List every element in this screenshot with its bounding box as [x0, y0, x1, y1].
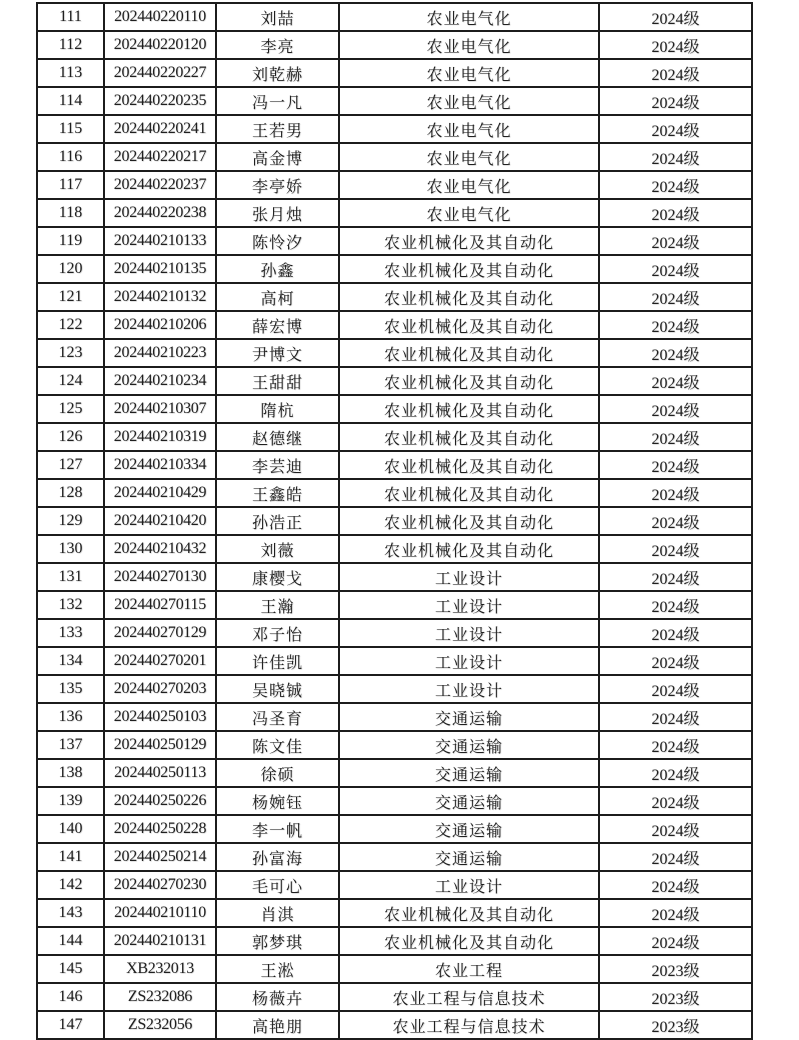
student-id-cell: 202440220237	[104, 171, 216, 199]
grade-cell: 2024级	[599, 591, 752, 619]
row-number-cell: 119	[37, 227, 104, 255]
row-number-cell: 131	[37, 563, 104, 591]
student-id-cell: 202440210234	[104, 367, 216, 395]
student-name-cell: 隋杭	[216, 395, 339, 423]
grade-cell: 2024级	[599, 87, 752, 115]
row-number-cell: 113	[37, 59, 104, 87]
student-id-cell: 202440210131	[104, 927, 216, 955]
student-name-cell: 王瀚	[216, 591, 339, 619]
row-number-cell: 145	[37, 955, 104, 983]
grade-cell: 2024级	[599, 507, 752, 535]
grade-cell: 2024级	[599, 927, 752, 955]
major-cell: 工业设计	[339, 591, 599, 619]
student-id-cell: 202440250214	[104, 843, 216, 871]
student-id-cell: 202440220110	[104, 3, 216, 31]
table-row	[37, 927, 752, 955]
grade-cell: 2024级	[599, 479, 752, 507]
student-id-cell: 202440210432	[104, 535, 216, 563]
student-id-cell: 202440210110	[104, 899, 216, 927]
student-name-cell: 徐硕	[216, 759, 339, 787]
grade-cell: 2023级	[599, 955, 752, 983]
table-row	[37, 815, 752, 843]
grade-cell: 2024级	[599, 31, 752, 59]
major-cell: 农业电气化	[339, 143, 599, 171]
student-name-cell: 毛可心	[216, 871, 339, 899]
major-cell: 农业电气化	[339, 199, 599, 227]
student-id-cell: 202440220235	[104, 87, 216, 115]
table-row	[37, 703, 752, 731]
row-number-cell: 135	[37, 675, 104, 703]
grade-cell: 2024级	[599, 535, 752, 563]
row-number-cell: 114	[37, 87, 104, 115]
grade-cell: 2024级	[599, 199, 752, 227]
major-cell: 工业设计	[339, 647, 599, 675]
student-id-cell: 202440250113	[104, 759, 216, 787]
table-row	[37, 283, 752, 311]
major-cell: 农业机械化及其自动化	[339, 311, 599, 339]
row-number-cell: 123	[37, 339, 104, 367]
grade-cell: 2024级	[599, 787, 752, 815]
student-name-cell: 肖淇	[216, 899, 339, 927]
grade-cell: 2024级	[599, 59, 752, 87]
table-row	[37, 339, 752, 367]
row-number-cell: 132	[37, 591, 104, 619]
row-number-cell: 111	[37, 3, 104, 31]
student-id-cell: 202440250129	[104, 731, 216, 759]
student-id-cell: 202440210307	[104, 395, 216, 423]
student-id-cell: 202440270115	[104, 591, 216, 619]
row-number-cell: 128	[37, 479, 104, 507]
student-id-cell: ZS232086	[104, 983, 216, 1011]
grade-cell: 2024级	[599, 731, 752, 759]
student-id-cell: 202440210223	[104, 339, 216, 367]
grade-cell: 2023级	[599, 1011, 752, 1039]
row-number-cell: 138	[37, 759, 104, 787]
student-name-cell: 薛宏博	[216, 311, 339, 339]
row-number-cell: 125	[37, 395, 104, 423]
row-number-cell: 122	[37, 311, 104, 339]
major-cell: 农业机械化及其自动化	[339, 479, 599, 507]
student-id-cell: 202440210429	[104, 479, 216, 507]
student-name-cell: 杨婉钰	[216, 787, 339, 815]
row-number-cell: 136	[37, 703, 104, 731]
row-number-cell: 112	[37, 31, 104, 59]
student-id-cell: 202440220227	[104, 59, 216, 87]
table-row	[37, 591, 752, 619]
table-row	[37, 255, 752, 283]
grade-cell: 2024级	[599, 871, 752, 899]
student-id-cell: 202440210206	[104, 311, 216, 339]
student-name-cell: 陈怜汐	[216, 227, 339, 255]
student-name-cell: 吴晓铖	[216, 675, 339, 703]
table-row	[37, 619, 752, 647]
row-number-cell: 139	[37, 787, 104, 815]
major-cell: 农业机械化及其自动化	[339, 927, 599, 955]
student-name-cell: 郭梦琪	[216, 927, 339, 955]
major-cell: 农业机械化及其自动化	[339, 283, 599, 311]
table-row	[37, 395, 752, 423]
table-row	[37, 535, 752, 563]
student-name-cell: 陈文佳	[216, 731, 339, 759]
table-row	[37, 59, 752, 87]
table-row	[37, 199, 752, 227]
major-cell: 交通运输	[339, 731, 599, 759]
table-row	[37, 143, 752, 171]
grade-cell: 2024级	[599, 563, 752, 591]
major-cell: 农业工程与信息技术	[339, 1011, 599, 1039]
major-cell: 交通运输	[339, 843, 599, 871]
student-id-cell: 202440220120	[104, 31, 216, 59]
student-id-cell: 202440210133	[104, 227, 216, 255]
table-row	[37, 479, 752, 507]
grade-cell: 2024级	[599, 675, 752, 703]
row-number-cell: 141	[37, 843, 104, 871]
row-number-cell: 140	[37, 815, 104, 843]
student-name-cell: 康樱戈	[216, 563, 339, 591]
student-id-cell: 202440210135	[104, 255, 216, 283]
major-cell: 农业电气化	[339, 59, 599, 87]
grade-cell: 2024级	[599, 115, 752, 143]
table-row	[37, 367, 752, 395]
grade-cell: 2024级	[599, 255, 752, 283]
row-number-cell: 121	[37, 283, 104, 311]
row-number-cell: 129	[37, 507, 104, 535]
student-name-cell: 高艳朋	[216, 1011, 339, 1039]
major-cell: 农业机械化及其自动化	[339, 395, 599, 423]
student-id-cell: 202440210319	[104, 423, 216, 451]
grade-cell: 2024级	[599, 451, 752, 479]
student-id-cell: 202440210334	[104, 451, 216, 479]
grade-cell: 2024级	[599, 759, 752, 787]
major-cell: 工业设计	[339, 871, 599, 899]
major-cell: 工业设计	[339, 619, 599, 647]
table-row	[37, 87, 752, 115]
table-row	[37, 507, 752, 535]
row-number-cell: 146	[37, 983, 104, 1011]
major-cell: 农业机械化及其自动化	[339, 423, 599, 451]
table-row	[37, 563, 752, 591]
row-number-cell: 117	[37, 171, 104, 199]
row-number-cell: 116	[37, 143, 104, 171]
table-body	[37, 3, 752, 1039]
student-name-cell: 许佳凯	[216, 647, 339, 675]
grade-cell: 2024级	[599, 143, 752, 171]
student-name-cell: 王甜甜	[216, 367, 339, 395]
student-name-cell: 尹博文	[216, 339, 339, 367]
student-name-cell: 孙鑫	[216, 255, 339, 283]
major-cell: 交通运输	[339, 703, 599, 731]
student-name-cell: 李芸迪	[216, 451, 339, 479]
student-table	[36, 2, 753, 1040]
grade-cell: 2024级	[599, 339, 752, 367]
table-row	[37, 843, 752, 871]
table-row	[37, 311, 752, 339]
student-name-cell: 刘薇	[216, 535, 339, 563]
table-row	[37, 955, 752, 983]
student-id-cell: 202440220217	[104, 143, 216, 171]
student-name-cell: 冯一凡	[216, 87, 339, 115]
student-id-cell: 202440270203	[104, 675, 216, 703]
grade-cell: 2024级	[599, 703, 752, 731]
student-id-cell: 202440210132	[104, 283, 216, 311]
student-id-cell: ZS232056	[104, 1011, 216, 1039]
student-name-cell: 冯圣育	[216, 703, 339, 731]
grade-cell: 2024级	[599, 311, 752, 339]
student-name-cell: 孙浩正	[216, 507, 339, 535]
row-number-cell: 143	[37, 899, 104, 927]
student-id-cell: 202440250226	[104, 787, 216, 815]
table-row	[37, 3, 752, 31]
student-name-cell: 刘乾赫	[216, 59, 339, 87]
student-id-cell: 202440220238	[104, 199, 216, 227]
student-id-cell: 202440250228	[104, 815, 216, 843]
student-id-cell: 202440250103	[104, 703, 216, 731]
student-name-cell: 李一帆	[216, 815, 339, 843]
major-cell: 工业设计	[339, 563, 599, 591]
student-name-cell: 张月烛	[216, 199, 339, 227]
table-row	[37, 983, 752, 1011]
student-id-cell: 202440270201	[104, 647, 216, 675]
row-number-cell: 127	[37, 451, 104, 479]
table-row	[37, 675, 752, 703]
table-row	[37, 899, 752, 927]
student-name-cell: 高金博	[216, 143, 339, 171]
student-name-cell: 王淞	[216, 955, 339, 983]
major-cell: 农业工程	[339, 955, 599, 983]
row-number-cell: 130	[37, 535, 104, 563]
table-row	[37, 31, 752, 59]
student-name-cell: 高柯	[216, 283, 339, 311]
student-name-cell: 王若男	[216, 115, 339, 143]
major-cell: 工业设计	[339, 675, 599, 703]
table-row	[37, 451, 752, 479]
student-name-cell: 赵德继	[216, 423, 339, 451]
row-number-cell: 134	[37, 647, 104, 675]
major-cell: 交通运输	[339, 787, 599, 815]
major-cell: 农业机械化及其自动化	[339, 227, 599, 255]
major-cell: 农业机械化及其自动化	[339, 451, 599, 479]
row-number-cell: 147	[37, 1011, 104, 1039]
grade-cell: 2024级	[599, 3, 752, 31]
table-row	[37, 647, 752, 675]
table-row	[37, 423, 752, 451]
table-row	[37, 115, 752, 143]
major-cell: 交通运输	[339, 759, 599, 787]
table-row	[37, 1011, 752, 1039]
major-cell: 农业电气化	[339, 31, 599, 59]
major-cell: 农业机械化及其自动化	[339, 507, 599, 535]
grade-cell: 2024级	[599, 171, 752, 199]
grade-cell: 2024级	[599, 619, 752, 647]
table-row	[37, 731, 752, 759]
table-row	[37, 171, 752, 199]
grade-cell: 2024级	[599, 899, 752, 927]
student-name-cell: 李亮	[216, 31, 339, 59]
major-cell: 农业机械化及其自动化	[339, 339, 599, 367]
major-cell: 农业电气化	[339, 115, 599, 143]
major-cell: 农业机械化及其自动化	[339, 535, 599, 563]
student-name-cell: 杨薇卉	[216, 983, 339, 1011]
major-cell: 农业工程与信息技术	[339, 983, 599, 1011]
table-row	[37, 787, 752, 815]
grade-cell: 2023级	[599, 983, 752, 1011]
row-number-cell: 142	[37, 871, 104, 899]
grade-cell: 2024级	[599, 423, 752, 451]
major-cell: 农业机械化及其自动化	[339, 255, 599, 283]
student-id-cell: 202440270230	[104, 871, 216, 899]
row-number-cell: 144	[37, 927, 104, 955]
grade-cell: 2024级	[599, 227, 752, 255]
student-name-cell: 刘喆	[216, 3, 339, 31]
table-row	[37, 759, 752, 787]
row-number-cell: 115	[37, 115, 104, 143]
row-number-cell: 124	[37, 367, 104, 395]
row-number-cell: 126	[37, 423, 104, 451]
major-cell: 交通运输	[339, 815, 599, 843]
major-cell: 农业机械化及其自动化	[339, 899, 599, 927]
student-name-cell: 李亭娇	[216, 171, 339, 199]
student-id-cell: 202440270129	[104, 619, 216, 647]
major-cell: 农业电气化	[339, 87, 599, 115]
major-cell: 农业电气化	[339, 171, 599, 199]
student-name-cell: 孙富海	[216, 843, 339, 871]
grade-cell: 2024级	[599, 395, 752, 423]
grade-cell: 2024级	[599, 647, 752, 675]
major-cell: 农业机械化及其自动化	[339, 367, 599, 395]
table-row	[37, 871, 752, 899]
student-name-cell: 王鑫皓	[216, 479, 339, 507]
student-id-cell: 202440210420	[104, 507, 216, 535]
grade-cell: 2024级	[599, 367, 752, 395]
row-number-cell: 137	[37, 731, 104, 759]
row-number-cell: 118	[37, 199, 104, 227]
student-name-cell: 邓子怡	[216, 619, 339, 647]
grade-cell: 2024级	[599, 815, 752, 843]
grade-cell: 2024级	[599, 843, 752, 871]
row-number-cell: 120	[37, 255, 104, 283]
student-id-cell: 202440270130	[104, 563, 216, 591]
student-id-cell: XB232013	[104, 955, 216, 983]
student-id-cell: 202440220241	[104, 115, 216, 143]
row-number-cell: 133	[37, 619, 104, 647]
major-cell: 农业电气化	[339, 3, 599, 31]
table-row	[37, 227, 752, 255]
grade-cell: 2024级	[599, 283, 752, 311]
